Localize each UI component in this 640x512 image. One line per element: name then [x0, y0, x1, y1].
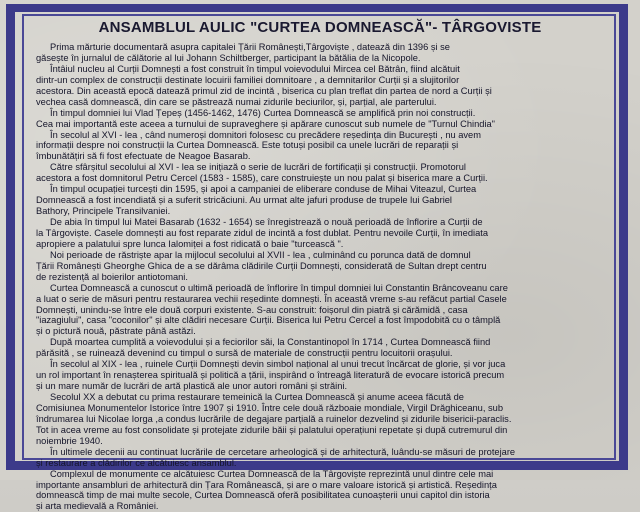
text-line: "iazagiului", casa "coconilor" și alte clădiri necesare Curții. Biserica lui Petru Cercel a fost împodobită cu o tâmplă — [36, 315, 501, 326]
text-line: noiembrie 1940. — [36, 435, 103, 446]
text-line: Comisiunea Monumentelor Istorice între 1907 și 1910. Între cele două războaie mondiale, Virgil Drăghiceanu, sub — [36, 402, 504, 413]
text-line: Către sfârșitul secolului al XVI - lea se inițiază o serie de lucrări de fortificații și construcții. Promotorul — [50, 162, 466, 173]
text-line: Bathory, Principele Transilvaniei. — [36, 206, 171, 217]
text-line: de rezistență al boierilor antiotomani. — [36, 271, 188, 282]
text-line: Tot in acea vreme au fost consolidate și protejate zidurile băii și palatului operațiuni repetate și după cutremurul din — [36, 424, 508, 435]
text-line: și o pictură nouă, păstrate până astăzi. — [36, 326, 196, 337]
text-line: De abia în timpul lui Matei Basarab (1632 - 1654) se înregistrează o nouă perioadă de înflorire a Curții de — [50, 217, 483, 227]
text-line: importante ansambluri de arhitectură din Țara Românească, și are o mare valoare istorică și artistică. Reședința — [36, 479, 497, 490]
text-line: un rol important în renașterea spirituală și politică a țării, inspirând o întreagă literatură de evocare istorică precum — [36, 370, 505, 381]
text-line: Domnești, unindu-se între ele două corpuri existente. S-au construit: foișorul din piatră și cărămidă , casa — [36, 304, 468, 315]
text-line: Prima mărturie documentară asupra capitalei Țării Românești,Târgoviște , datează din 1396 și se — [50, 42, 450, 52]
board-title: ANSAMBLUL AULIC "CURTEA DOMNEASCĂ"- TÂRGOVISTE — [98, 19, 542, 36]
text-line: Întâiul nucleu al Curții Domnești a fost construit în timpul voievodului Mircea cel Bătrân, fiind alcătuit — [50, 63, 460, 74]
text-line: informații despre noi construcții la Curtea Domnească. Este totuși posibil ca unele lucrări de reparații și — [36, 140, 459, 151]
text-line: În secolul al XVI - lea , când numeroși domnitori folosesc cu precădere reședința din București , nu avem — [50, 129, 481, 140]
text-line: Țării Românești Gheorghe Ghica de a se dărâma clădirile Curții Domnești, considerată de Sultan drept centru — [36, 260, 487, 271]
text-line: la Târgoviște. Casele domnești au fost reparate zidul de incintă a fost dublat. Pentru nevoile Curții, în imediata — [36, 227, 489, 238]
text-line: dintr-un complex de construcții destinate locuirii familiei domnitoare , a demnitarilor Curții și a slujitorilor — [36, 74, 460, 85]
text-line: apropiere a palatului spre lunca Ialomiței a fost ridicată o baie "turcească ". — [36, 238, 344, 249]
text-line: În timpul ocupației turcești din 1595, și apoi a campaniei de eliberare conduse de Mihai Viteazul, Curtea — [50, 184, 477, 195]
text-line: Domnească a fost incendiată și a suferit stricăciuni. Au urmat alte jafuri produse de trupele lui Gabriel — [36, 195, 452, 206]
text-line: Cea mai importantă este aceea a turnului de supraveghere și apărare cunoscut sub numele de "Turnul Chindia" — [36, 118, 495, 129]
text-line: După moartea cumplită a voievodului și a feciorilor săi, la Constantinopol în 1714 , Curtea Domnească fiind — [50, 337, 491, 348]
text-line: Noi perioade de răstriște apar la mijlocul secolului al XVII - lea , culminând cu porunca dată de domnul — [50, 249, 471, 260]
text-line: acestora. Din această epocă datează primul zid de incintă , biserica cu plan treflat din partea de nord a Curții și — [36, 85, 492, 96]
text-line: Curtea Domnească a cunoscut o ultimă perioadă de înflorire în timpul domniei lui Constantin Brâncoveanu care — [50, 282, 508, 293]
text-line: îmbunătățiri să fi fost efectuate de Neagoe Basarab. — [36, 151, 251, 162]
text-line: și restaurare a clădirilor ce alcătuiesc ansamblul. — [36, 457, 237, 468]
text-line: domnească timp de mai multe secole, Curtea Domnească oferă posibilitatea cunoașterii unui capitol din istoria — [36, 490, 490, 501]
text-line: a luat o serie de măsuri pentru restaurarea vechii reședinte domnești. În această vreme s-au refăcut partial Casele — [36, 293, 507, 304]
text-line: acestora a fost domnitorul Petru Cercel (1583 - 1585), care construiește un nou palat și biserica mare a Curții. — [36, 173, 488, 184]
text-line: Complexul de monumente ce alcătuiesc Curtea Domnească de la Târgoviște reprezintă unul dintre cele mai — [50, 468, 494, 479]
text-line: În ultimele decenii au continuat lucrările de cercetare arheologică și de arhitectură, luându-se măsuri de protejare — [50, 446, 516, 457]
board-body-text — [36, 42, 612, 512]
text-line: Secolul XX a debutat cu prima restaurare temeinică la Curtea Domnească și anume aceea făcută de — [50, 392, 464, 402]
text-line: În secolul al XIX - lea , ruinele Curții Domnești devin simbol național al unui trecut încărcat de glorie, și vor juca — [50, 359, 506, 370]
text-line: părăsită , se ruinează devenind cu timpul o sursă de materiale de construcții pentru locuitorii orașului. — [36, 348, 453, 359]
text-line: îndrumarea lui Nicolae Iorga ,a condus lucrările de degajare parțială a ruinelor dezvelind și zidurile bisericii-paraclis. — [36, 413, 512, 424]
text-line: și arta medievală a României. — [36, 501, 159, 512]
text-line: În timpul domniei lui Vlad Țepeș (1456-1462, 1476) Curtea Domnească se amplifică prin noi construcții. — [50, 107, 476, 118]
text-line: și un mare număr de lucrări de artă plastică ale unor autori români și străini. — [36, 381, 348, 392]
text-line: vechea casă domnească, din care se păstrează numai zidurile beciurilor, și, parțial, ale parterului. — [36, 96, 437, 107]
text-line: găsește în jurnalul de călătorie al lui Johann Schiltberger, participant la bătălia de la Nicopole. — [36, 52, 421, 63]
